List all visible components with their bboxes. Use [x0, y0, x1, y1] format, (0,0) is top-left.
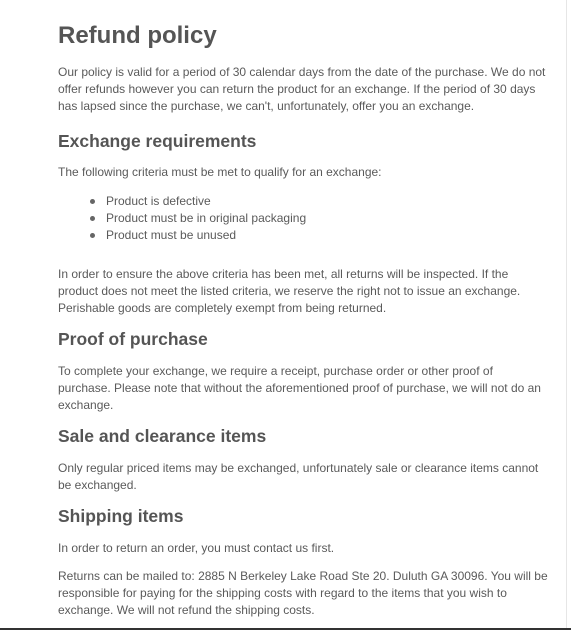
sale-clearance-heading: Sale and clearance items — [58, 426, 267, 446]
proof-paragraph: To complete your exchange, we require a receipt, purchase order or other proof of purchase. Please note that without the aforementioned proof of purchase, we will not do an exchange. — [58, 364, 541, 412]
inspection-paragraph: In order to ensure the above criteria has been met, all returns will be inspected. If the product does not meet the listed criteria, we reserve the right not to issue an exchange. Perishable goods are completely exempt from being returned. — [58, 267, 521, 315]
sale-paragraph: Only regular priced items may be exchanged, unfortunately sale or clearance items cannot be exchanged. — [58, 461, 539, 492]
mailing-address-paragraph: Returns can be mailed to: 2885 N Berkeley Lake Road Ste 20. Duluth GA 30096. You will be responsible for paying for the shipping costs with regard to the items that you wish to exchange. We will not refund the shipping costs. — [58, 569, 548, 617]
page-title: Refund policy — [58, 22, 217, 49]
policy-document — [58, 18, 548, 619]
proof-of-purchase-heading: Proof of purchase — [58, 329, 208, 349]
intro-paragraph: Our policy is valid for a period of 30 calendar days from the date of the purchase. We do not offer refunds however you can return the product for an exchange. If the period of 30 days has lapsed since the purchase, we can't, unfortunately, offer you an exchange. — [58, 65, 546, 113]
exchange-lead-paragraph: The following criteria must be met to qualify for an exchange: — [58, 165, 382, 179]
exchange-requirements-heading: Exchange requirements — [58, 131, 257, 151]
list-item: Product is defective — [58, 193, 548, 210]
contact-first-paragraph: In order to return an order, you must contact us first. — [58, 541, 335, 555]
exchange-criteria-list — [58, 193, 548, 244]
page-edge-divider — [566, 0, 567, 630]
list-item: Product must be in original packaging — [58, 210, 548, 227]
list-item: Product must be unused — [58, 227, 548, 244]
shipping-items-heading: Shipping items — [58, 506, 184, 526]
